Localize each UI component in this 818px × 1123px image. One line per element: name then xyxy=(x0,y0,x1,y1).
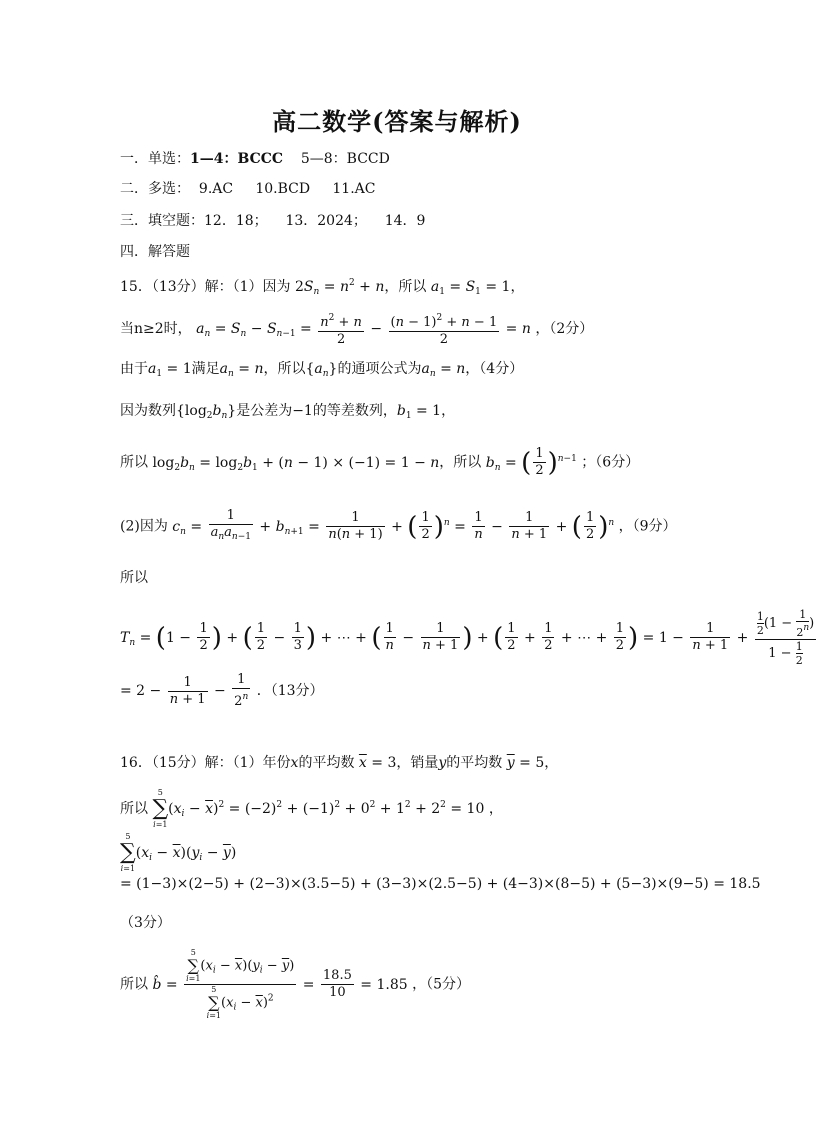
formula-tn-result: = 2 − $\frac{1}{n + 1}$ − $\frac{1}{2^n}$ xyxy=(120,672,249,709)
q16-line-4 xyxy=(120,876,761,892)
formula-b-hat: b̂ = 5 ∑ i=1 $(x_i - \overline{x})(y_i - \overline{y})$ 5 ∑ i=1 $(x_i - \overline{x})^2$ = $\frac{18.5}{10}$ = 1.85 xyxy=(152,948,408,1020)
formula-tn: $T_n = (1$ − $\frac{1}{2}$ ) + ( $\frac{1}{2}$ − $\frac{1}{3}$ ) + ⋯ + ( $\frac{1}{n}$ − $\frac{1}{n + 1}$ ) + ( $\frac{1}{2}$ + $\frac{1}{2}$ + ⋯ + $\frac{1}{2}$ ) = 1 − $\frac{1}{n + 1}$ + $\frac{1}{2}$ (1 − $\frac{1}{2^n}$ ) 1 − $\frac{1}{2}$ xyxy=(120,608,815,667)
formula-sum-cross: 5 ∑ i=1 $(x_i - \overline{x})(y_i - \overline{y})$ xyxy=(120,832,237,873)
q15-line-4: 因为数列$\{\log_2b_n\}$是公差为−1的等差数列，$b_1 = 1$， xyxy=(120,403,456,421)
formula-xbar: $\overline{x} = 3$ xyxy=(358,755,397,771)
formula-an-difference: $a_n = S_n - S_{n-1}$ = $\frac{n^2 + n}{2}$ − $\frac{(n - 1)^2 + n - 1}{2}$ = n xyxy=(196,321,535,337)
q15-final-line: = 2 − $\frac{1}{n + 1}$ − $\frac{1}{2^n}$ ．（13分） xyxy=(120,672,324,709)
page-title: 高二数学(答案与解析) xyxy=(272,107,522,136)
answer-line-single-choice: 一．单选：1—4：BCCC 5—8：BCCD xyxy=(120,151,390,167)
q16-score-3: （3分） xyxy=(120,915,171,931)
formula-sum-sq: 5 ∑ i=1 $(x_i - \overline{x})^2 = (-2)^2 + (-1)^2 + 0^2 + 1^2 + 2^2 = 10$ xyxy=(152,788,485,829)
answer-line-fill-blank: 三．填空题：12．18； 13．2024； 14．9 xyxy=(120,213,426,229)
formula-cn: $c_n$ = $\frac{1}{a_na_{n-1}}$ + $b_{n+1}$ = $\frac{1}{n(n + 1)}$ + ( $\frac{1}{2}$ )$^n$ = $\frac{1}{n}$ − $\frac{1}{n + 1}$ + ( $\frac{1}{2}$ )$^n$ xyxy=(172,508,615,542)
q15-line-1: 15．（13分）解：（1）因为 $2S_n = n^2 + n$，所以 $a_1 = S_1 = 1$， xyxy=(120,278,525,297)
q16-line-2: 所以 5 ∑ i=1 $(x_i - \overline{x})^2 = (-2)^2 + (-1)^2 + 0^2 + 1^2 + 2^2 = 10$ ， xyxy=(120,788,503,829)
formula-log-bn: $\log_2b_n = \log_2b_1 + (n - 1) \times (-1) = 1 - n$ xyxy=(152,454,440,473)
formula-ybar: $\overline{y} = 5$ xyxy=(506,755,545,771)
section-heading-solutions: 四．解答题 xyxy=(120,244,190,260)
single-choice-5-8: 5—8：BCCD xyxy=(300,151,390,167)
q15-so-label: 所以 xyxy=(120,570,148,586)
q16-line-3 xyxy=(120,832,236,874)
single-choice-1-4: 1—4：BCCC xyxy=(190,151,284,167)
answer-line-multi-choice: 二．多选： 9.AC 10.BCD 11.AC xyxy=(120,181,376,197)
formula-cross-expanded: = (1−3)×(2−5) + (2−3)×(3.5−5) + (3−3)×(2.5−5) + (4−3)×(8−5) + (5−3)×(9−5) = 18.5 xyxy=(120,876,761,892)
q16-b-line: 所以 b̂ = 5 ∑ i=1 $(x_i - \overline{x})(y_i - \overline{y})$ 5 ∑ i=1 $(x_i - \overline{x})^2$ = $\frac{18.5}{10}$ = 1.85 ，（5分） xyxy=(120,948,471,1020)
q15-tn-line xyxy=(120,608,818,667)
formula-bn: $b_n$ = ( $\frac{1}{2}$ )$^{n-1}$ xyxy=(485,446,577,478)
q15-part2-line: (2)因为 $c_n$ = $\frac{1}{a_na_{n-1}}$ + $b_{n+1}$ = $\frac{1}{n(n + 1)}$ + ( $\frac{1}{2}$ )$^n$ = $\frac{1}{n}$ − $\frac{1}{n + 1}$ + ( $\frac{1}{2}$ )$^n$ ，（9分） xyxy=(120,508,677,542)
q15-line-2: 当n≥2时， $a_n = S_n - S_{n-1}$ = $\frac{n^2 + n}{2}$ − $\frac{(n - 1)^2 + n - 1}{2}$ = n ，（2分） xyxy=(120,310,593,348)
formula-2sn: $2S_n = n^2 + n$ xyxy=(295,278,385,297)
q15-line-3: 由于$a_1 = 1$满足$a_n = n$，所以$\{a_n\}$的通项公式为$a_n = n$，（4分） xyxy=(120,361,524,379)
formula-a1: $a_1 = S_1 = 1$ xyxy=(430,279,511,297)
q16-line-1: 16．（15分）解：（1）年份x的平均数 $\overline{x} = 3$，销量y的平均数 $\overline{y} = 5$， xyxy=(120,755,559,771)
q15-line-5: 所以 $\log_2b_n = \log_2b_1 + (n - 1) \times (-1) = 1 - n$，所以 $b_n$ = ( $\frac{1}{2}$ )$^{n-1}$ ；（6分） xyxy=(120,446,640,478)
